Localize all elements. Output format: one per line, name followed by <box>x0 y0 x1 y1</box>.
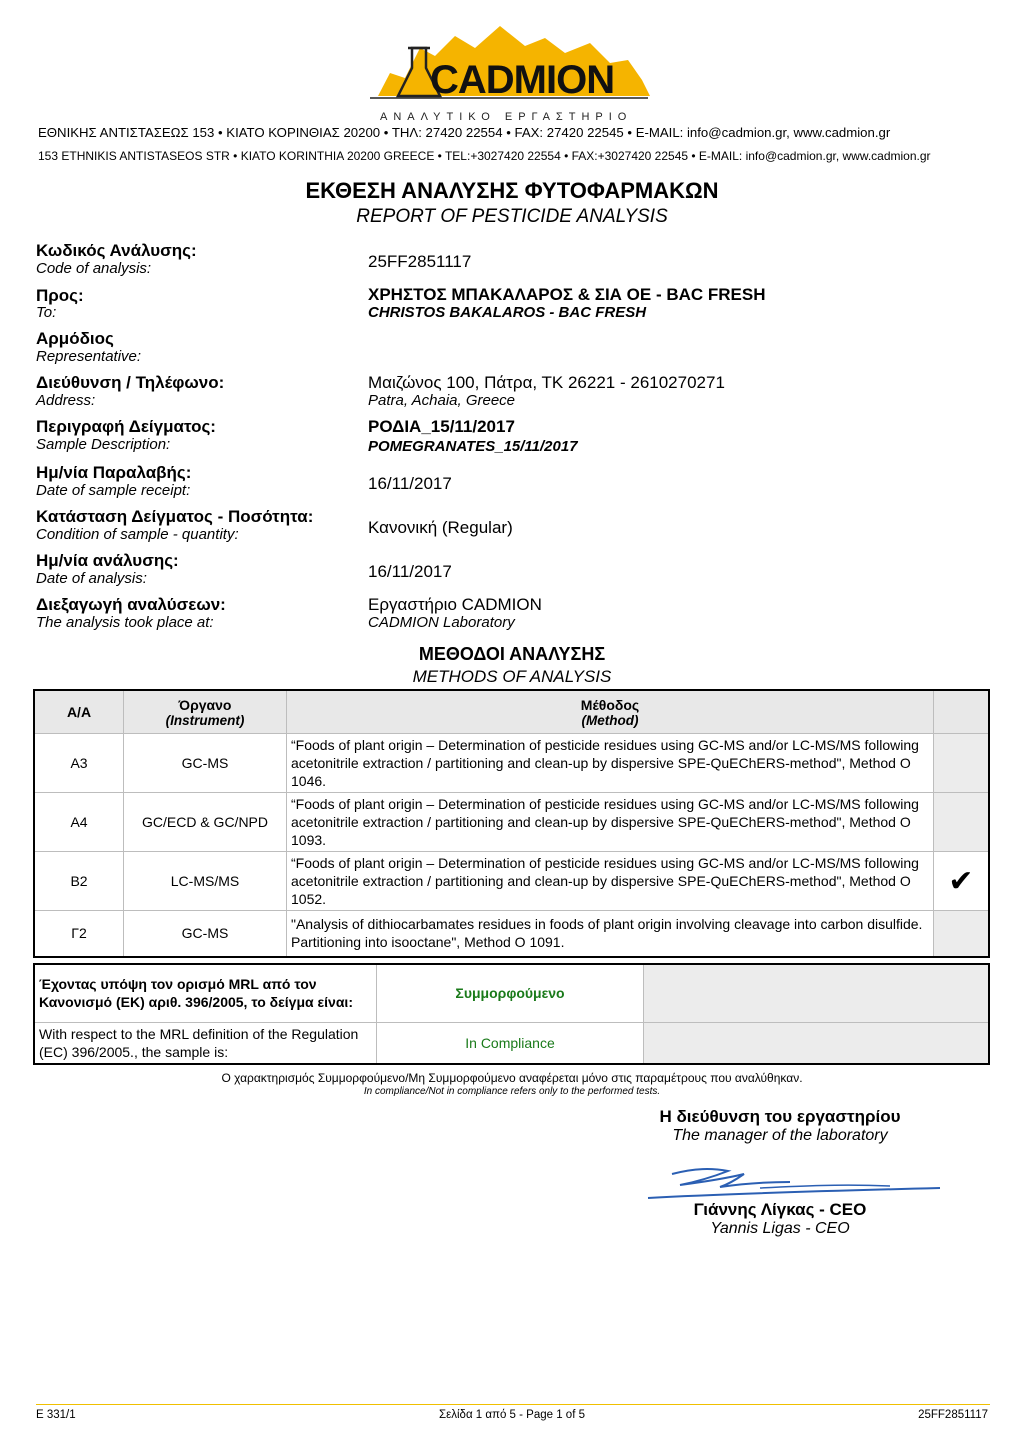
row-instrument: LC-MS/MS <box>124 852 287 911</box>
contact-line-english: 153 ETHNIKIS ANTISTASEOS STR • KIATO KORINTHIA 20200 GREECE • TEL:+3027420 22554 • FAX:+3027420 22545 • E-MAIL: info@cadmion.gr, www.cadmion.gr <box>38 149 931 163</box>
signature-image <box>640 1158 950 1206</box>
to-label-english: To: <box>36 304 57 321</box>
compliance-result-english: In Compliance <box>377 1022 644 1064</box>
row-instrument: GC/ECD & GC/NPD <box>124 793 287 852</box>
header-instrument <box>124 690 287 734</box>
contact-line-greek: ΕΘΝΙΚΗΣ ΑΝΤΙΣΤΑΣΕΩΣ 153 • ΚΙΑΤΟ ΚΟΡΙΝΘΙΑΣ 20200 • ΤΗΛ: 27420 22554 • FAX: 27420 22545 • E-MAIL: info@cadmion.gr, www.cadmion.gr <box>38 125 891 140</box>
place-label-greek: Διεξαγωγή αναλύσεων: <box>36 595 226 614</box>
analysis-date-label-greek: Ημ/νία ανάλυσης: <box>36 551 179 570</box>
table-row <box>34 911 989 957</box>
to-value-greek: ΧΡΗΣΤΟΣ ΜΠΑΚΑΛΑΡΟΣ & ΣΙΑ ΟΕ - BAC FRESH <box>368 285 766 304</box>
condition-value: Κανονική (Regular) <box>368 518 513 537</box>
company-logo <box>360 18 660 123</box>
code-label-english: Code of analysis: <box>36 260 152 277</box>
manager-title-greek: Η διεύθυνση του εργαστηρίου <box>659 1107 901 1126</box>
report-title-english: REPORT OF PESTICIDE ANALYSIS <box>356 206 668 227</box>
sample-value-english: POMEGRANATES_15/11/2017 <box>368 438 578 455</box>
row-aa: B2 <box>34 852 124 911</box>
receipt-label-english: Date of sample receipt: <box>36 482 191 499</box>
compliance-row-greek <box>34 964 989 1022</box>
footer-report-code: 25FF2851117 <box>918 1409 988 1421</box>
row-aa: A4 <box>34 793 124 852</box>
compliance-blank-cell <box>644 1022 990 1064</box>
checkmark-icon: ✔ <box>934 852 990 911</box>
report-title-greek: ΕΚΘΕΣΗ ΑΝΑΛΥΣΗΣ ΦΥΤΟΦΑΡΜΑΚΩΝ <box>305 178 719 203</box>
sample-value-greek: ΡΟΔΙΑ_15/11/2017 <box>368 417 515 436</box>
sample-label-english: Sample Description: <box>36 436 171 453</box>
analysis-date-value: 16/11/2017 <box>368 562 452 581</box>
row-method: “Foods of plant origin – Determination of pesticide residues using GC-MS and/or LC-MS/MS following acetonitrile extraction / partitioning and clean-up by dispersive SPE-QuEChERS-method", Method O 1093. <box>287 793 934 852</box>
row-instrument: GC-MS <box>124 734 287 793</box>
manager-title-english: The manager of the laboratory <box>672 1127 888 1144</box>
row-method: “Foods of plant origin – Determination of pesticide residues using GC-MS and/or LC-MS/MS following acetonitrile extraction / partitioning and clean-up by dispersive SPE-QuEChERS-method", Method O 1052. <box>287 852 934 911</box>
methods-title-english: METHODS OF ANALYSIS <box>412 667 612 686</box>
row-aa: A3 <box>34 734 124 793</box>
row-aa: Γ2 <box>34 911 124 957</box>
footer-form-code: E 331/1 <box>36 1409 76 1421</box>
table-row <box>34 793 989 852</box>
compliance-text-greek: Έχοντας υπόψη τον ορισμό MRL από τον Κανονισμό (ΕΚ) αριθ. 396/2005, το δείγμα είναι: <box>34 964 377 1022</box>
header-method-english: (Method) <box>581 712 639 728</box>
address-label-english: Address: <box>36 392 96 409</box>
row-method: “Foods of plant origin – Determination of pesticide residues using GC-MS and/or LC-MS/MS following acetonitrile extraction / partitioning and clean-up by dispersive SPE-QuEChERS-method", Method O 1046. <box>287 734 934 793</box>
logo-name: CADMION <box>430 58 615 102</box>
methods-title-greek: ΜΕΘΟΔΟΙ ΑΝΑΛΥΣΗΣ <box>418 644 606 664</box>
receipt-label-greek: Ημ/νία Παραλαβής: <box>36 463 192 482</box>
sample-label-greek: Περιγραφή Δείγματος: <box>36 417 216 436</box>
place-value-english: CADMION Laboratory <box>368 614 515 631</box>
table-row <box>34 734 989 793</box>
row-method: "Analysis of dithiocarbamates residues in foods of plant origin involving cleavage into carbon disulfide. Partitioning into isooctane", Method O 1091. <box>287 911 934 957</box>
compliance-row-english <box>34 1022 989 1064</box>
address-value-greek: Μαιζώνος 100, Πάτρα, ΤΚ 26221 - 2610270271 <box>368 373 725 392</box>
header-method-greek: Μέθοδος <box>580 696 640 713</box>
header-check <box>934 690 990 734</box>
compliance-table <box>33 963 990 1065</box>
to-value-english: CHRISTOS BAKALAROS - BAC FRESH <box>368 304 647 321</box>
representative-label-greek: Αρμόδιος <box>36 329 114 348</box>
code-label-greek: Κωδικός Ανάλυσης: <box>36 241 197 260</box>
methods-table <box>33 689 990 958</box>
place-label-english: The analysis took place at: <box>36 614 214 631</box>
methods-header-row <box>34 690 989 734</box>
compliance-result-greek: Συμμορφούμενο <box>377 964 644 1022</box>
compliance-note-greek: Ο χαρακτηρισμός Συμμορφούμενο/Μη Συμμορφούμενο αναφέρεται μόνο στις παραμέτρους που αναλύθηκαν. <box>221 1071 803 1085</box>
logo-subtitle: ΑΝΑΛΥΤΙΚΟ ΕΡΓΑΣΤΗΡΙΟ <box>380 111 633 123</box>
footer-divider <box>36 1404 990 1405</box>
condition-label-english: Condition of sample - quantity: <box>36 526 239 543</box>
address-value-english: Patra, Achaia, Greece <box>368 392 516 409</box>
row-instrument: GC-MS <box>124 911 287 957</box>
header-method <box>287 690 934 734</box>
row-check <box>934 911 990 957</box>
header-instrument-greek: Όργανο <box>178 696 232 713</box>
place-value-greek: Εργαστήριο CADMION <box>368 595 542 614</box>
footer-page-number: Σελίδα 1 από 5 - Page 1 of 5 <box>439 1409 585 1421</box>
code-value: 25FF2851117 <box>368 252 472 271</box>
compliance-text-english: With respect to the MRL definition of the Regulation (EC) 396/2005., the sample is: <box>34 1022 377 1064</box>
receipt-value: 16/11/2017 <box>368 474 452 493</box>
row-check <box>934 793 990 852</box>
compliance-blank-cell <box>644 964 990 1022</box>
compliance-note-english: In compliance/Not in compliance refers only to the performed tests. <box>363 1086 661 1097</box>
representative-label-english: Representative: <box>36 348 142 365</box>
row-check <box>934 734 990 793</box>
signatory-name-english: Yannis Ligas - CEO <box>710 1220 850 1237</box>
signatory-name-greek: Γιάννης Λίγκας - CEO <box>693 1200 867 1219</box>
header-instrument-english: (Instrument) <box>165 712 245 728</box>
analysis-date-label-english: Date of analysis: <box>36 570 147 587</box>
to-label-greek: Προς: <box>36 286 84 305</box>
address-label-greek: Διεύθυνση / Τηλέφωνο: <box>36 373 225 392</box>
header-aa: Α/Α <box>34 690 124 734</box>
condition-label-greek: Κατάσταση Δείγματος - Ποσότητα: <box>36 507 314 526</box>
table-row <box>34 852 989 911</box>
